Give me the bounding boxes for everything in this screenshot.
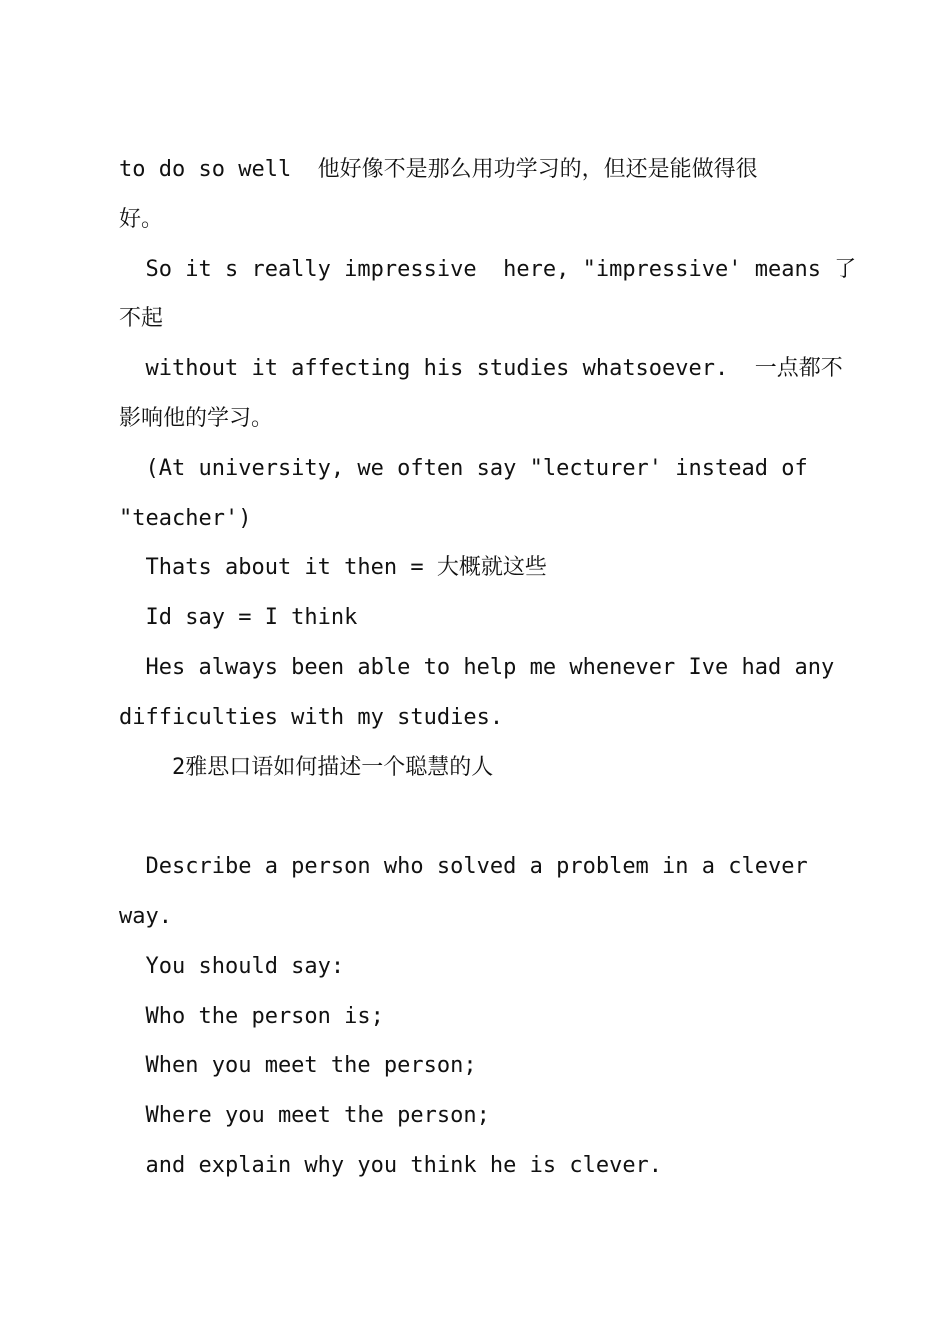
- text-line: Hes always been able to help me whenever Ive had any: [119, 654, 835, 680]
- text-line: 影响他的学习。: [119, 405, 274, 431]
- section-heading: 2雅思口语如何描述一个聪慧的人: [119, 754, 494, 780]
- text-line: 不起: [119, 306, 164, 332]
- text-line: to do so well 他好像不是那么用功学习的，但还是能做得很: [119, 157, 758, 182]
- text-line: "teacher'): [119, 505, 252, 531]
- text-line: When you meet the person;: [119, 1053, 477, 1079]
- text-line: 好。: [119, 206, 164, 232]
- text-line: So it s really impressive here, "impressive' means 了: [119, 256, 857, 282]
- text-line: Describe a person who solved a problem in a clever: [119, 854, 808, 880]
- text-line: (At university, we often say "lecturer' instead of: [119, 455, 808, 481]
- text-line: You should say:: [119, 953, 345, 979]
- text-line: difficulties with my studies.: [119, 704, 504, 730]
- text-line: way.: [119, 903, 172, 929]
- text-line: and explain why you think he is clever.: [119, 1152, 663, 1178]
- blank-line: [119, 792, 839, 842]
- text-line: without it affecting his studies whatsoever. 一点都不: [119, 356, 843, 382]
- text-line: Who the person is;: [119, 1003, 384, 1029]
- text-line: Where you meet the person;: [119, 1103, 490, 1129]
- document-body: [119, 145, 857, 1191]
- text-line: Thats about it then = 大概就这些: [119, 555, 547, 581]
- text-line: Id say = I think: [119, 605, 358, 631]
